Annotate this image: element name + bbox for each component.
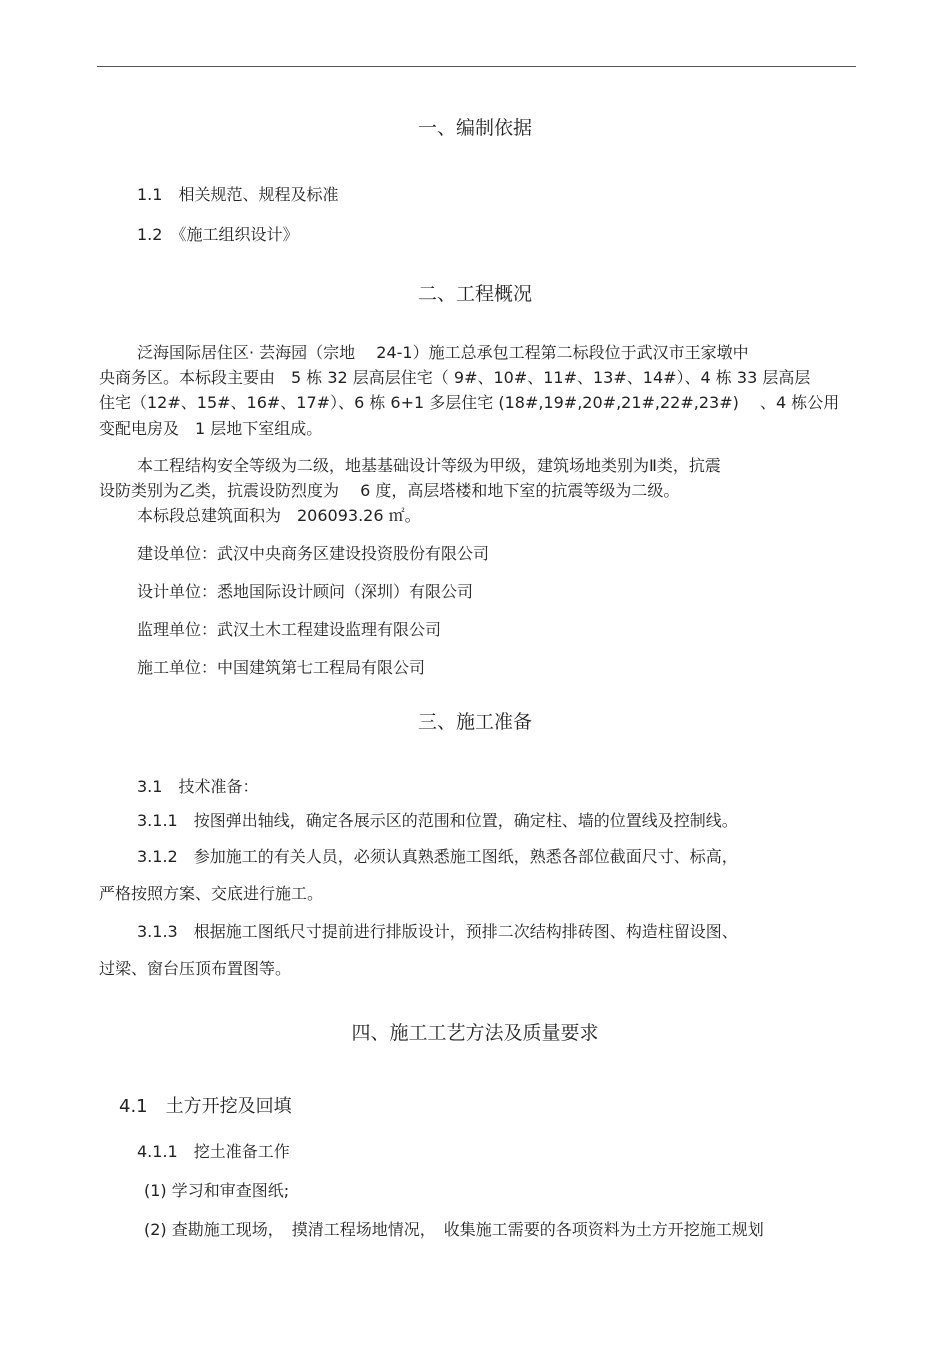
section-2-title: 二、工程概况 (417, 283, 532, 305)
list-item-2: (2) 查勘施工现场， 摸清工程场地情况， 收集施工需要的各项资料为土方开挖施工规划 (144, 1220, 764, 1239)
header-rule (97, 66, 856, 67)
item-3-1: 3.1 技术准备： (137, 777, 259, 796)
item-3-1-2-cont: 严格按照方案、交底进行施工。 (99, 884, 324, 903)
item-3-1-3-cont: 过梁、窗台压顶布置图等。 (99, 959, 292, 978)
unit-supervision: 监理单位：武汉土木工程建设监理有限公司 (137, 620, 442, 639)
overview-p1-line1: 泛海国际居住区· 芸海园（宗地 24-1）施工总承包工程第二标段位于武汉市王家墩中 (137, 343, 749, 362)
unit-construction: 建设单位：武汉中央商务区建设投资股份有限公司 (137, 544, 490, 563)
section-1-title: 一、编制依据 (417, 117, 532, 139)
item-3-1-2: 3.1.2 参加施工的有关人员，必须认真熟悉施工图纸，熟悉各部位截面尺寸、标高， (137, 847, 738, 866)
item-1-2: 1.2 《施工组织设计》 (137, 225, 299, 244)
overview-p1-line3: 住宅（12#、15#、16#、17#）、6 栋 6+1 多层住宅 (18#,19#,20#,21#,22#,23#) 、4 栋公用 (99, 393, 840, 412)
overview-p2-line1: 本工程结构安全等级为二级，地基基础设计等级为甲级，建筑场地类别为Ⅱ类，抗震 (137, 456, 721, 475)
unit-design: 设计单位：悉地国际设计顾问（深圳）有限公司 (137, 582, 474, 601)
item-4-1-1: 4.1.1 挖土准备工作 (137, 1142, 290, 1161)
section-4-title: 四、施工工艺方法及质量要求 (351, 1022, 599, 1044)
item-1-1: 1.1 相关规范、规程及标准 (137, 185, 339, 204)
overview-p1-line4: 变配电房及 1 层地下室组成。 (99, 419, 323, 438)
item-4-1: 4.1 土方开挖及回填 (119, 1096, 292, 1117)
list-item-1: (1) 学习和审查图纸; (144, 1181, 290, 1200)
overview-p2-line2: 设防类别为乙类，抗震设防烈度为 6 度，高层塔楼和地下室的抗震等级为二级。 (99, 481, 680, 500)
section-3-title: 三、施工准备 (417, 711, 532, 733)
item-3-1-3: 3.1.3 根据施工图纸尺寸提前进行排版设计，预排二次结构排砖图、构造柱留设图、 (137, 922, 738, 941)
item-3-1-1: 3.1.1 按图弹出轴线，确定各展示区的范围和位置，确定柱、墙的位置线及控制线。 (137, 811, 738, 830)
overview-area: 本标段总建筑面积为 206093.26 ㎡。 (137, 506, 421, 525)
overview-p1-line2: 央商务区。本标段主要由 5 栋 32 层高层住宅（ 9#、10#、11#、13#、14#）、4 栋 33 层高层 (99, 368, 811, 387)
unit-contractor: 施工单位：中国建筑第七工程局有限公司 (137, 658, 426, 677)
